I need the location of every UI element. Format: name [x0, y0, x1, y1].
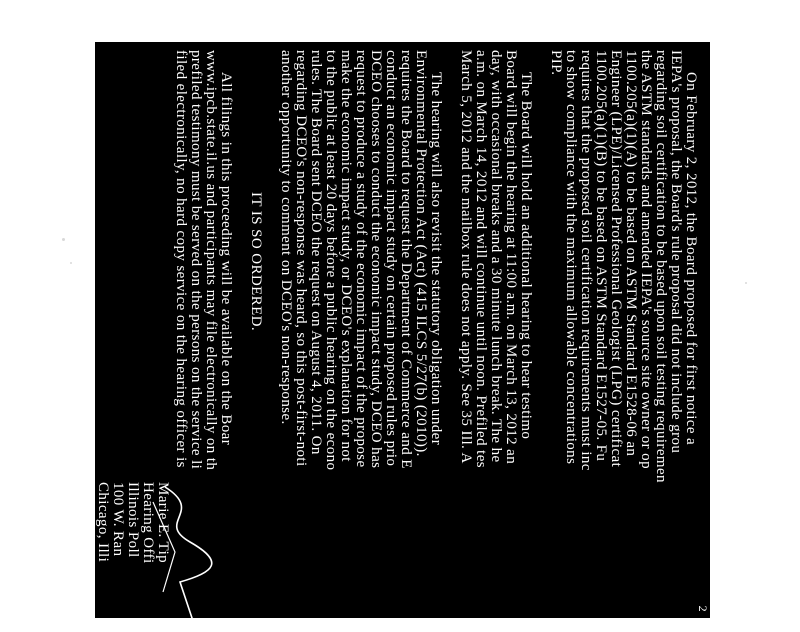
text-line: rules. The Board sent DCEO the request on August 4, 2011. On: [308, 50, 324, 455]
text-line: IEPA's proposal, the Board's rule proposal did not include grou: [668, 50, 684, 454]
paragraph-1-first-line: On February 2, 2012, the Board proposed for first notice a: [683, 72, 699, 446]
text-line: 1100.205(a)(1)(A) to be based on ASTM Standard E1528-06 an: [623, 50, 639, 457]
signature-city: Chicago, Illi: [95, 482, 111, 563]
text-line: to show compliance with the maximum allowable concentrations: [563, 50, 579, 465]
page-number: 2: [696, 605, 710, 612]
text-line: requires the Board to request the Department of Commerce and E: [398, 50, 414, 469]
text-line: conduct an economic impact study on certain proposed rules prio: [383, 50, 399, 467]
signature-address: 100 W. Ran: [110, 482, 126, 557]
order-line: IT IS SO ORDERED.: [248, 192, 264, 332]
text-line: regarding DCEO's non-response was heard, so this post-first-noti: [293, 50, 309, 467]
text-line: request to produce a study of the economic impact of the propose: [353, 50, 369, 468]
scan-speck: [745, 282, 747, 284]
scanned-page: [65, 42, 710, 618]
paragraph-2-first-line: The Board will hold an additional hearing to hear testimo: [518, 72, 534, 440]
text-line: requires that the proposed soil certification requirements must inc: [578, 50, 594, 471]
text-line: PIP.: [548, 50, 564, 76]
scan-speck: [62, 238, 65, 241]
text-line: the ASTM standards and amended IEPA's source site owner or op: [638, 50, 654, 469]
signature-name: Marie E. Tip: [155, 482, 171, 564]
signature-email: tipsorm@ipc: [65, 482, 81, 565]
text-line: 1100.205(a)(1)(B) to be based on ASTM Standard E1527-05. Fu: [593, 50, 609, 462]
text-line: Environmental Protection Act (Act) (415 ILCS 5/27(b) (2010)).: [413, 50, 429, 457]
text-line: Engineer (LPE)/Licensed Professional Geologist (LPG) certificat: [608, 50, 624, 468]
paragraph-3-first-line: The hearing will also revisit the statutory obligation under: [428, 72, 444, 446]
signature-title: Hearing Offi: [140, 482, 156, 564]
text-line: another opportunity to comment on DCEO's non-response.: [278, 50, 294, 425]
text-line: March 5, 2012 and the mailbox rule does not apply. See 35 Ill. A: [458, 50, 474, 464]
text-line: a.m. on March 14, 2012 and will continue until noon. Prefiled tes: [473, 50, 489, 469]
text-line: filed electronically, no hard copy service on the hearing officer is: [173, 50, 189, 468]
signature-org: Illinois Poll: [125, 482, 141, 558]
rotated-page-content: [65, 42, 710, 618]
text-line: www.ipcb.state.il.us and participants may file electronically on th: [203, 50, 219, 471]
text-line: Board will begin the hearing at 11:00 a.m. on March 13, 2012 an: [503, 50, 519, 465]
scan-speck: [70, 262, 72, 264]
paragraph-5-first-line: All filings in this proceeding will be available on the Boar: [218, 72, 234, 446]
text-line: regarding soil certification to be based upon soil testing requiremen: [653, 50, 669, 483]
text-line: DCEO chooses to conduct the economic impact study, DCEO has: [368, 50, 384, 469]
text-line: make the economic impact study, or DCEO's explanation for not: [338, 50, 354, 462]
signature-phone: (312) 814-49: [80, 482, 96, 566]
text-line: to the public at least 20 days before a public hearing on the econo: [323, 50, 339, 471]
text-line: prefiled testimony must be served on the persons on the service li: [188, 50, 204, 470]
text-line: day, with occasional breaks and a 30 minute lunch break. The he: [488, 50, 504, 463]
